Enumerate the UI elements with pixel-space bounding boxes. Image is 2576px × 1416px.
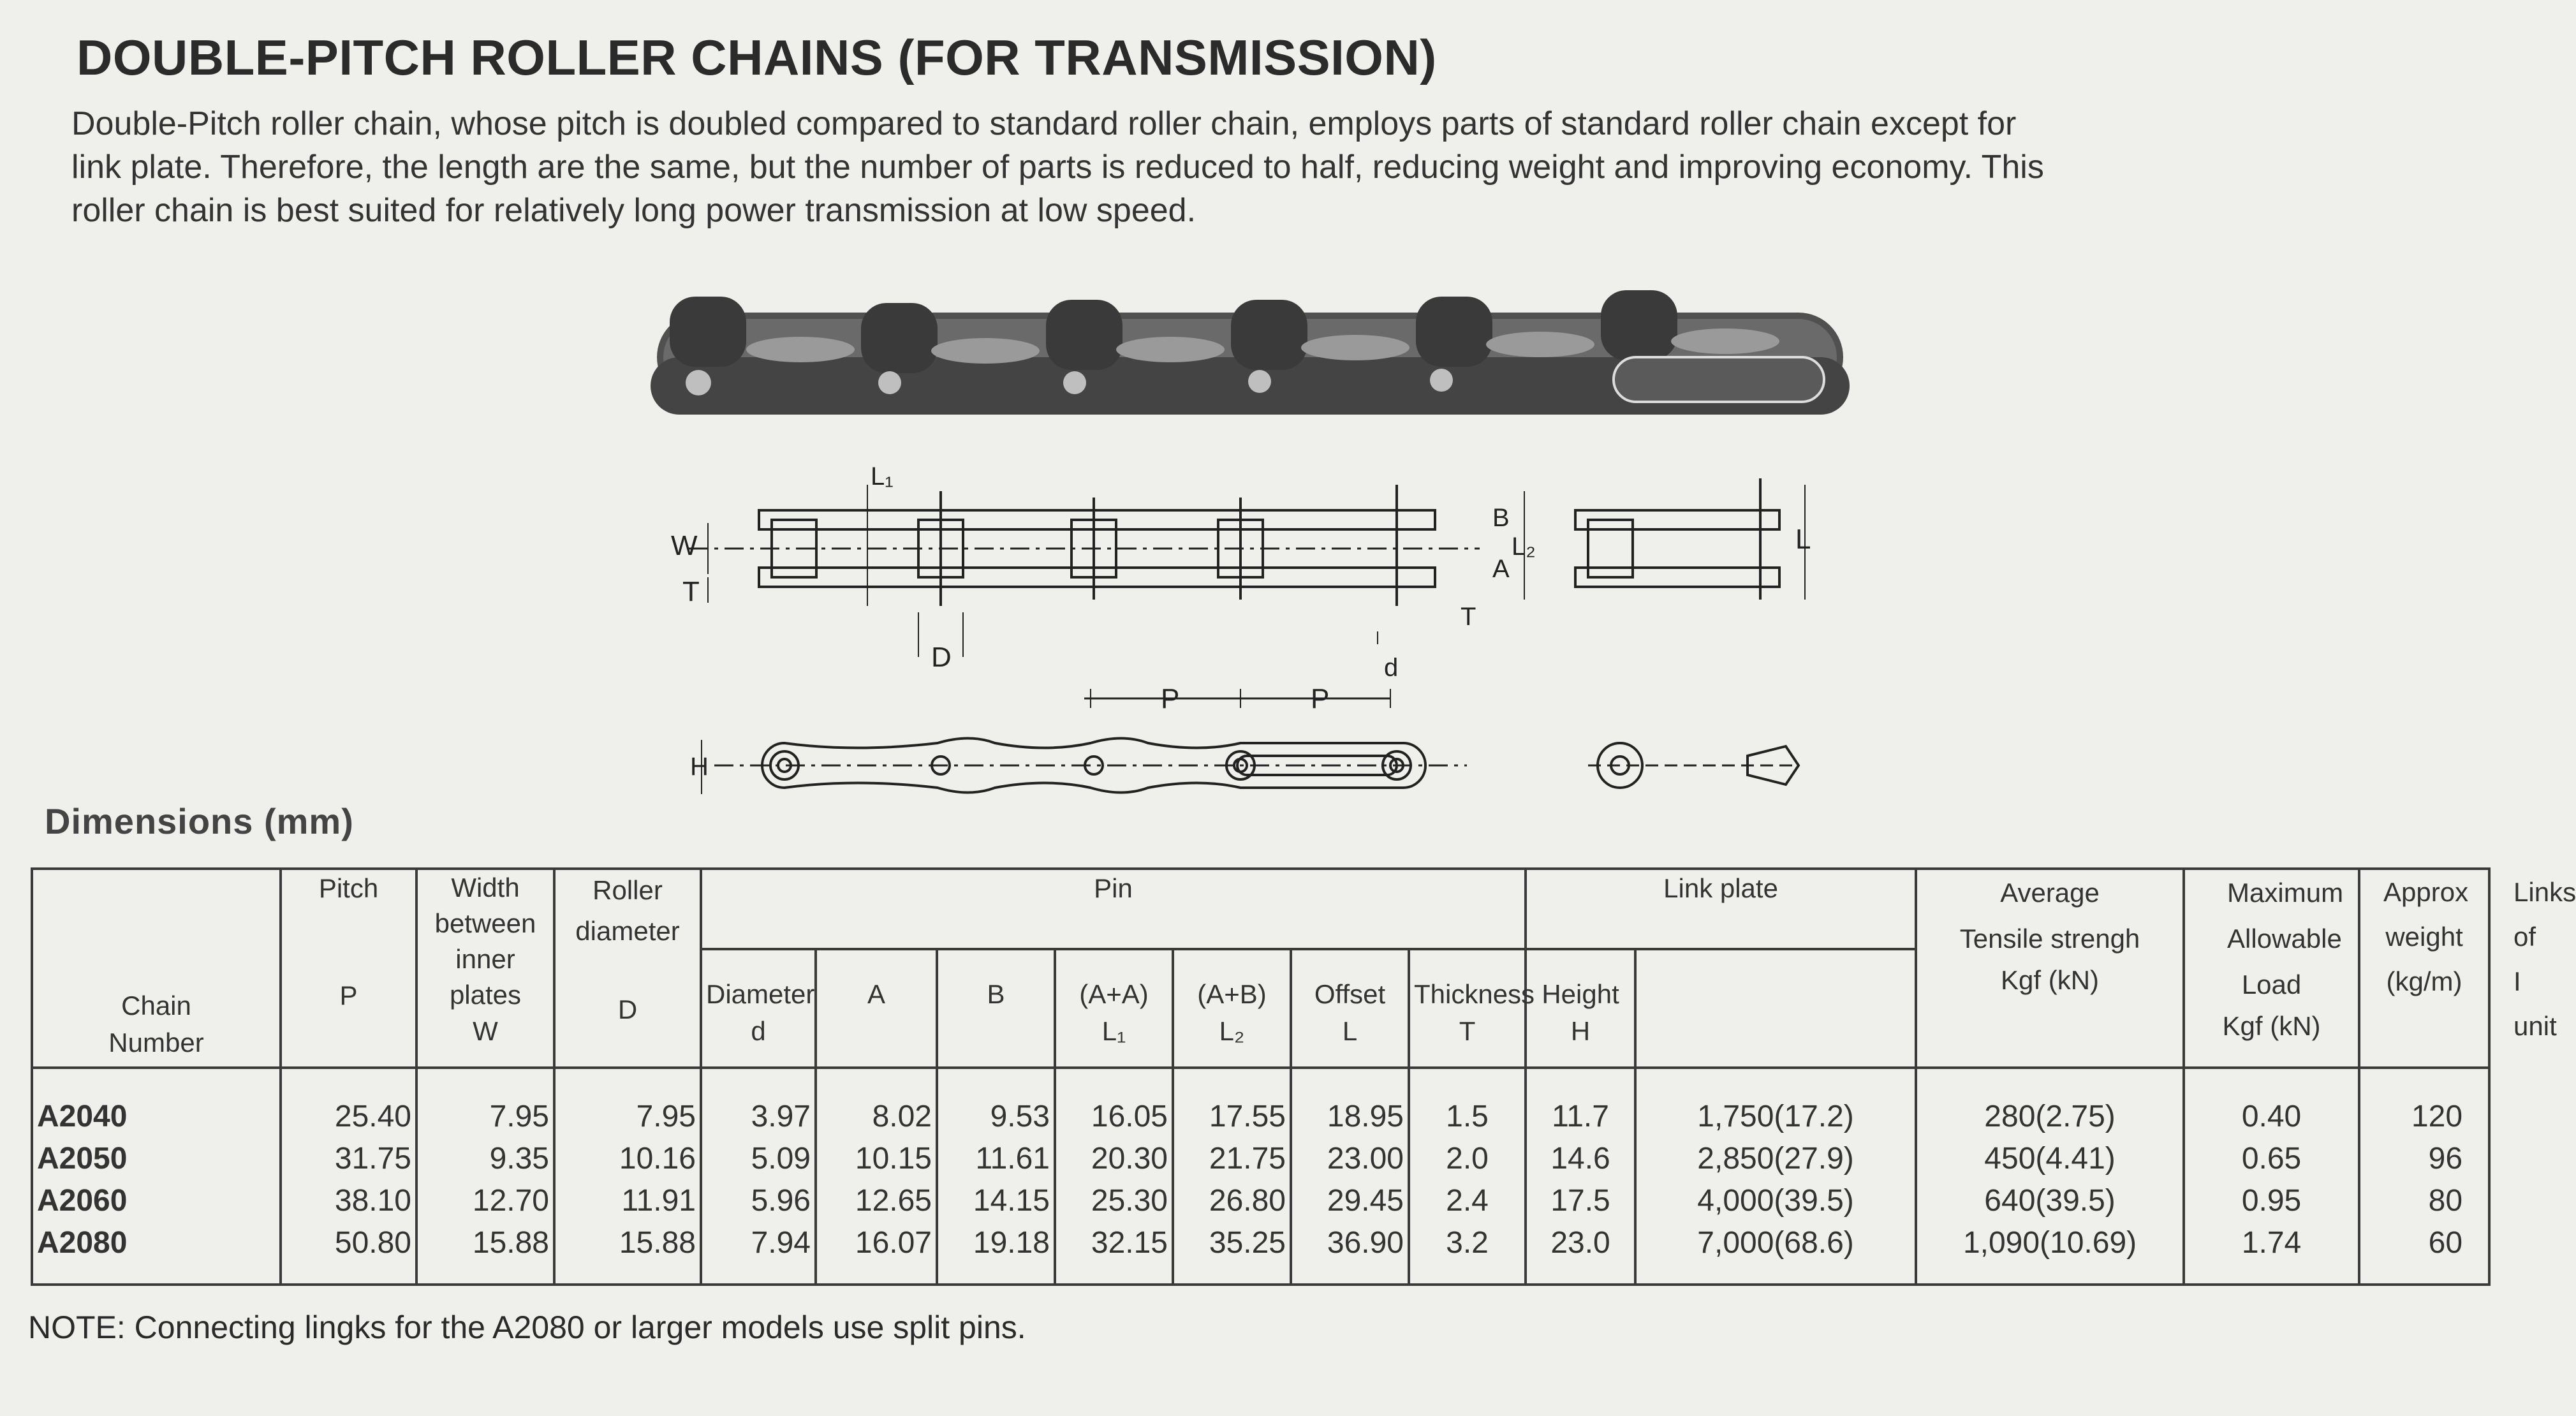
cell-height: 11.7 14.6 17.5 23.0 (1526, 1068, 1635, 1285)
table-body-row (32, 1068, 2489, 1285)
col-max-load: Maximum Allowable Load Kgf (kN) (2184, 869, 2359, 1068)
col-pin-b: B (937, 949, 1055, 1068)
label-a: A (1492, 555, 1510, 583)
label-l1: L₁ (871, 462, 894, 490)
label-d-roller: D (931, 642, 952, 673)
footnote: NOTE: Connecting lingks for the A2080 or larger models use split pins. (28, 1309, 1026, 1345)
col-width: Width between inner plates W (416, 869, 554, 1068)
label-p-1: P (1161, 683, 1180, 714)
label-w: W (671, 530, 698, 561)
cell-tensile: 1,750(17.2) 2,850(27.9) 4,000(39.5) 7,000(68.6) (1635, 1068, 1916, 1285)
front-view-drawing (702, 689, 1799, 794)
col-pitch: Pitch P (281, 869, 416, 1068)
cell-pin-l2: 17.55 21.75 26.80 35.25 (1173, 1068, 1291, 1285)
cell-chain-number: A2040 A2050 A2060 A2080 (32, 1068, 281, 1285)
col-tensile: Average Tensile strengh Kgf (kN) (1916, 869, 2184, 1068)
label-d-pin: d (1384, 654, 1399, 682)
col-pin-a: A (816, 949, 937, 1068)
col-pin-group: Pin (701, 869, 1526, 949)
col-link-plate-group: Link plate (1526, 869, 1916, 949)
col-height: Height H (1526, 949, 1635, 1068)
intro-line: roller chain is best suited for relatively long power transmission at low speed. (71, 192, 1196, 229)
label-l: L (1795, 524, 1811, 555)
cell-pin-a: 8.02 10.15 12.65 16.07 (816, 1068, 937, 1285)
cell-pin-l1: 16.05 20.30 25.30 32.15 (1055, 1068, 1173, 1285)
label-h: H (690, 753, 709, 781)
cell-links: 120 96 80 60 (2359, 1068, 2489, 1285)
cell-pitch: 25.40 31.75 38.10 50.80 (281, 1068, 416, 1285)
dimensions-table-container (31, 867, 2576, 1286)
cell-pin-offset: 18.95 23.00 29.45 36.90 (1291, 1068, 1409, 1285)
col-thickness: Thickness T (1409, 949, 1526, 1068)
label-p-2: P (1311, 683, 1330, 714)
label-t: T (682, 576, 700, 607)
cell-thickness: 1.5 2.0 2.4 3.2 (1409, 1068, 1526, 1285)
label-b: B (1492, 504, 1510, 532)
intro-line: Double-Pitch roller chain, whose pitch is doubled compared to standard roller chain, employs parts of standard roller chain except for (71, 105, 2017, 142)
chain-photo-image (651, 290, 1850, 415)
col-roller: Roller diameter D (554, 869, 701, 1068)
label-l2: L₂ (1512, 533, 1536, 561)
top-view-drawing (689, 478, 1805, 657)
dimensions-heading: Dimensions (mm) (45, 801, 354, 841)
label-t-plate: T (1461, 603, 1476, 631)
intro-line: link plate. Therefore, the length are the same, but the number of parts is reduced to half, reducing weight and improving economy. This (71, 149, 2044, 186)
cell-max-load: 280(2.75) 450(4.41) 640(39.5) 1,090(10.69) (1916, 1068, 2184, 1285)
col-pin-offset: Offset L (1291, 949, 1409, 1068)
cell-pin-diameter: 3.97 5.09 5.96 7.94 (701, 1068, 816, 1285)
cell-width: 7.95 9.35 12.70 15.88 (416, 1068, 554, 1285)
col-chain-number: Chain Number (32, 869, 281, 1068)
cell-weight: 0.40 0.65 0.95 1.74 (2184, 1068, 2359, 1285)
col-pin-l1: (A+A) L₁ (1055, 949, 1173, 1068)
page-title: DOUBLE-PITCH ROLLER CHAINS (FOR TRANSMISSION) (77, 29, 1437, 85)
col-pin-l2: (A+B) L₂ (1173, 949, 1291, 1068)
col-weight: Approx weight (kg/m) (2359, 869, 2489, 1068)
dimensions-table: Chain Number Pitch P Width between inner plates W Roller diameter D Pin Link plate Average Tensile strengh Kgf (kN) Maximum Allowable Load Kgf (kN) Approx weight (kg/m) Links of I unit Diameter d A B (A+A) L₁ (A+B) L₂ Offset L Thickness T Height H A2040 A2050 A2060 A2080 25.40 31.75 38.10 50.80 7.95 9.35 12.70 15.88 7.95 10.16 11.91 15.88 3.97 5.09 5.96 7.94 8.02 10.15 12.65 16.07 9.53 11.61 14.15 19.18 16.05 20.30 25.30 32.15 17.55 21.75 26.80 35.25 18.95 23.00 29.45 36.90 1.5 2.0 2.4 3.2 11.7 14.6 17.5 23.0 1,750(17.2) 2,850(27.9) 4,000(39.5) 7,000(68.6) 280(2.75) 450(4.41) 640(39.5) 1,090(10.69) 0.40 0.65 0.95 1.74 120 96 80 60 (31, 867, 2491, 1286)
col-pin-diameter: Diameter d (701, 949, 816, 1068)
cell-pin-b: 9.53 11.61 14.15 19.18 (937, 1068, 1055, 1285)
cell-roller: 7.95 10.16 11.91 15.88 (554, 1068, 701, 1285)
